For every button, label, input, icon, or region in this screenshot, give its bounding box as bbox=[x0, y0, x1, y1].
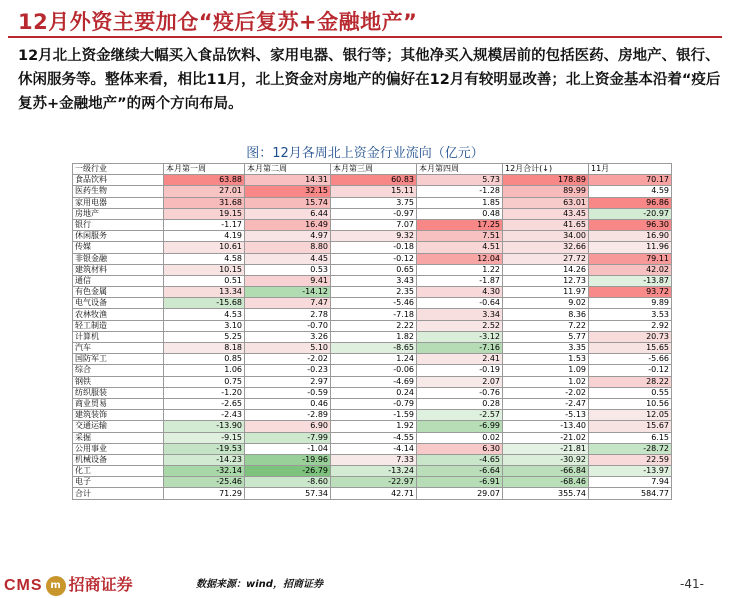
value-cell: -1.59 bbox=[331, 410, 417, 421]
table-row bbox=[73, 398, 672, 409]
value-cell: 27.72 bbox=[503, 253, 589, 264]
industry-cell: 农林牧渔 bbox=[73, 309, 164, 320]
value-cell: -2.02 bbox=[245, 354, 331, 365]
value-cell: 0.28 bbox=[417, 398, 503, 409]
value-cell: -20.97 bbox=[589, 208, 672, 219]
value-cell: 32.15 bbox=[245, 186, 331, 197]
value-cell: 6.44 bbox=[245, 208, 331, 219]
value-cell: -21.02 bbox=[503, 432, 589, 443]
value-cell: -6.91 bbox=[417, 477, 503, 488]
industry-cell: 钢铁 bbox=[73, 376, 164, 387]
value-cell: 9.02 bbox=[503, 298, 589, 309]
value-cell: -0.97 bbox=[331, 208, 417, 219]
value-cell: 6.30 bbox=[417, 443, 503, 454]
value-cell: 42.02 bbox=[589, 264, 672, 275]
value-cell: -0.76 bbox=[417, 387, 503, 398]
value-cell: 2.22 bbox=[331, 320, 417, 331]
total-row bbox=[73, 488, 672, 499]
value-cell: 15.74 bbox=[245, 197, 331, 208]
value-cell: 20.73 bbox=[589, 331, 672, 342]
value-cell: -0.59 bbox=[245, 387, 331, 398]
value-cell: 70.17 bbox=[589, 175, 672, 186]
value-cell: 8.80 bbox=[245, 242, 331, 253]
table-row bbox=[73, 231, 672, 242]
value-cell: 63.01 bbox=[503, 197, 589, 208]
value-cell: -8.65 bbox=[331, 343, 417, 354]
industry-cell: 休闲服务 bbox=[73, 231, 164, 242]
industry-cell: 食品饮料 bbox=[73, 175, 164, 186]
value-cell: -22.97 bbox=[331, 477, 417, 488]
value-cell: -4.69 bbox=[331, 376, 417, 387]
value-cell: 22.59 bbox=[589, 454, 672, 465]
table-row bbox=[73, 175, 672, 186]
column-header: 本月第二周 bbox=[245, 164, 331, 175]
value-cell: -2.57 bbox=[417, 410, 503, 421]
value-cell: -13.97 bbox=[589, 466, 672, 477]
value-cell: -66.84 bbox=[503, 466, 589, 477]
table-row bbox=[73, 197, 672, 208]
table-row bbox=[73, 287, 672, 298]
table-row bbox=[73, 242, 672, 253]
value-cell: 7.51 bbox=[417, 231, 503, 242]
value-cell: 8.18 bbox=[164, 343, 245, 354]
table-row bbox=[73, 298, 672, 309]
industry-cell: 房地产 bbox=[73, 208, 164, 219]
value-cell: -5.46 bbox=[331, 298, 417, 309]
column-header: 12月合计(↓) bbox=[503, 164, 589, 175]
value-cell: 1.82 bbox=[331, 331, 417, 342]
value-cell: 96.30 bbox=[589, 219, 672, 230]
value-cell: 7.47 bbox=[245, 298, 331, 309]
value-cell: -0.23 bbox=[245, 365, 331, 376]
value-cell: 2.97 bbox=[245, 376, 331, 387]
value-cell: -1.28 bbox=[417, 186, 503, 197]
value-cell: 3.53 bbox=[589, 309, 672, 320]
value-cell: 31.68 bbox=[164, 197, 245, 208]
table-row bbox=[73, 410, 672, 421]
value-cell: 6.15 bbox=[589, 432, 672, 443]
value-cell: 2.92 bbox=[589, 320, 672, 331]
value-cell: 0.51 bbox=[164, 275, 245, 286]
value-cell: -6.99 bbox=[417, 421, 503, 432]
value-cell: 0.75 bbox=[164, 376, 245, 387]
value-cell: 2.35 bbox=[331, 287, 417, 298]
value-cell: -7.99 bbox=[245, 432, 331, 443]
industry-cell: 合计 bbox=[73, 488, 164, 499]
value-cell: 5.10 bbox=[245, 343, 331, 354]
summary-paragraph: 12月北上资金继续大幅买入食品饮料、家用电器、银行等；其他净买入规模居前的包括医药、房地产、银行、休闲服务等。整体来看，相比11月，北上资金对房地产的偏好在12月有较明显改善；北上资金基本沿着“疫后复苏+金融地产”的两个方向布局。 bbox=[18, 48, 721, 112]
value-cell: 4.51 bbox=[417, 242, 503, 253]
value-cell: 2.78 bbox=[245, 309, 331, 320]
table-row bbox=[73, 253, 672, 264]
industry-cell: 汽车 bbox=[73, 343, 164, 354]
table-row bbox=[73, 466, 672, 477]
value-cell: -0.12 bbox=[331, 253, 417, 264]
value-cell: 1.53 bbox=[503, 354, 589, 365]
value-cell: 4.30 bbox=[417, 287, 503, 298]
value-cell: 12.73 bbox=[503, 275, 589, 286]
page-number: -41- bbox=[680, 577, 704, 591]
value-cell: 0.48 bbox=[417, 208, 503, 219]
value-cell: 1.09 bbox=[503, 365, 589, 376]
value-cell: 9.32 bbox=[331, 231, 417, 242]
value-cell: 19.15 bbox=[164, 208, 245, 219]
table-row bbox=[73, 186, 672, 197]
industry-cell: 机械设备 bbox=[73, 454, 164, 465]
value-cell: 43.45 bbox=[503, 208, 589, 219]
value-cell: 27.01 bbox=[164, 186, 245, 197]
value-cell: 1.85 bbox=[417, 197, 503, 208]
value-cell: 32.66 bbox=[503, 242, 589, 253]
column-header: 本月第一周 bbox=[164, 164, 245, 175]
value-cell: 11.97 bbox=[503, 287, 589, 298]
table-row bbox=[73, 208, 672, 219]
value-cell: -8.60 bbox=[245, 477, 331, 488]
value-cell: 4.45 bbox=[245, 253, 331, 264]
value-cell: -0.70 bbox=[245, 320, 331, 331]
value-cell: -14.12 bbox=[245, 287, 331, 298]
value-cell: -1.87 bbox=[417, 275, 503, 286]
industry-cell: 公用事业 bbox=[73, 443, 164, 454]
value-cell: 41.65 bbox=[503, 219, 589, 230]
value-cell: 1.92 bbox=[331, 421, 417, 432]
industry-cell: 计算机 bbox=[73, 331, 164, 342]
value-cell: 11.96 bbox=[589, 242, 672, 253]
value-cell: 63.88 bbox=[164, 175, 245, 186]
value-cell: -14.23 bbox=[164, 454, 245, 465]
value-cell: 28.22 bbox=[589, 376, 672, 387]
value-cell: 1.02 bbox=[503, 376, 589, 387]
industry-cell: 非银金融 bbox=[73, 253, 164, 264]
table-row bbox=[73, 343, 672, 354]
table-row bbox=[73, 365, 672, 376]
value-cell: 34.00 bbox=[503, 231, 589, 242]
value-cell: 79.11 bbox=[589, 253, 672, 264]
industry-cell: 家用电器 bbox=[73, 197, 164, 208]
value-cell: 96.86 bbox=[589, 197, 672, 208]
value-cell: 12.04 bbox=[417, 253, 503, 264]
industry-cell: 交通运输 bbox=[73, 421, 164, 432]
industry-cell: 通信 bbox=[73, 275, 164, 286]
value-cell: 5.25 bbox=[164, 331, 245, 342]
value-cell: -0.64 bbox=[417, 298, 503, 309]
value-cell: 9.89 bbox=[589, 298, 672, 309]
value-cell: 3.35 bbox=[503, 343, 589, 354]
value-cell: 29.07 bbox=[417, 488, 503, 499]
column-header: 11月 bbox=[589, 164, 672, 175]
value-cell: 2.41 bbox=[417, 354, 503, 365]
industry-cell: 医药生物 bbox=[73, 186, 164, 197]
value-cell: -68.46 bbox=[503, 477, 589, 488]
value-cell: 4.19 bbox=[164, 231, 245, 242]
value-cell: 13.34 bbox=[164, 287, 245, 298]
value-cell: 42.71 bbox=[331, 488, 417, 499]
value-cell: 7.33 bbox=[331, 454, 417, 465]
value-cell: -13.90 bbox=[164, 421, 245, 432]
industry-cell: 传媒 bbox=[73, 242, 164, 253]
industry-cell: 银行 bbox=[73, 219, 164, 230]
industry-cell: 化工 bbox=[73, 466, 164, 477]
value-cell: -5.13 bbox=[503, 410, 589, 421]
value-cell: -19.96 bbox=[245, 454, 331, 465]
logo-badge-icon: m bbox=[46, 576, 66, 596]
table-row bbox=[73, 264, 672, 275]
value-cell: 4.97 bbox=[245, 231, 331, 242]
value-cell: -32.14 bbox=[164, 466, 245, 477]
value-cell: -3.12 bbox=[417, 331, 503, 342]
industry-cell: 有色金属 bbox=[73, 287, 164, 298]
value-cell: 0.02 bbox=[417, 432, 503, 443]
table-row bbox=[73, 275, 672, 286]
value-cell: -0.19 bbox=[417, 365, 503, 376]
value-cell: 15.67 bbox=[589, 421, 672, 432]
logo-text: CMS bbox=[4, 577, 43, 594]
value-cell: 10.56 bbox=[589, 398, 672, 409]
data-source: 数据来源：wind，招商证券 bbox=[196, 579, 323, 590]
value-cell: -7.18 bbox=[331, 309, 417, 320]
value-cell: -2.02 bbox=[503, 387, 589, 398]
page-title: 12月外资主要加仓“疫后复苏+金融地产” bbox=[18, 10, 418, 34]
value-cell: -21.81 bbox=[503, 443, 589, 454]
column-header: 本月第四周 bbox=[417, 164, 503, 175]
value-cell: 0.53 bbox=[245, 264, 331, 275]
logo-cn-text: 招商证券 bbox=[68, 575, 133, 594]
value-cell: -2.65 bbox=[164, 398, 245, 409]
table-row bbox=[73, 387, 672, 398]
value-cell: 2.07 bbox=[417, 376, 503, 387]
value-cell: 0.46 bbox=[245, 398, 331, 409]
value-cell: -0.79 bbox=[331, 398, 417, 409]
industry-cell: 建筑装饰 bbox=[73, 410, 164, 421]
value-cell: 7.07 bbox=[331, 219, 417, 230]
table-row bbox=[73, 421, 672, 432]
value-cell: -2.47 bbox=[503, 398, 589, 409]
value-cell: -0.12 bbox=[589, 365, 672, 376]
value-cell: -0.06 bbox=[331, 365, 417, 376]
industry-cell: 电子 bbox=[73, 477, 164, 488]
table-body bbox=[73, 175, 672, 499]
title-divider bbox=[8, 36, 722, 38]
value-cell: -5.66 bbox=[589, 354, 672, 365]
industry-cell: 国防军工 bbox=[73, 354, 164, 365]
table-row bbox=[73, 454, 672, 465]
industry-cell: 综合 bbox=[73, 365, 164, 376]
industry-cell: 商业贸易 bbox=[73, 398, 164, 409]
column-header: 一级行业 bbox=[73, 164, 164, 175]
value-cell: -1.17 bbox=[164, 219, 245, 230]
value-cell: 2.52 bbox=[417, 320, 503, 331]
value-cell: 57.34 bbox=[245, 488, 331, 499]
value-cell: 0.85 bbox=[164, 354, 245, 365]
industry-cell: 采掘 bbox=[73, 432, 164, 443]
value-cell: 3.26 bbox=[245, 331, 331, 342]
table-row bbox=[73, 219, 672, 230]
value-cell: 0.65 bbox=[331, 264, 417, 275]
value-cell: -1.20 bbox=[164, 387, 245, 398]
value-cell: 3.43 bbox=[331, 275, 417, 286]
value-cell: -19.53 bbox=[164, 443, 245, 454]
value-cell: 71.29 bbox=[164, 488, 245, 499]
value-cell: -30.92 bbox=[503, 454, 589, 465]
value-cell: 14.26 bbox=[503, 264, 589, 275]
value-cell: 9.41 bbox=[245, 275, 331, 286]
value-cell: 4.58 bbox=[164, 253, 245, 264]
value-cell: -4.55 bbox=[331, 432, 417, 443]
value-cell: 17.25 bbox=[417, 219, 503, 230]
value-cell: -2.43 bbox=[164, 410, 245, 421]
table-row bbox=[73, 320, 672, 331]
value-cell: 8.36 bbox=[503, 309, 589, 320]
industry-cell: 建筑材料 bbox=[73, 264, 164, 275]
table-row bbox=[73, 432, 672, 443]
value-cell: 0.24 bbox=[331, 387, 417, 398]
value-cell: 3.34 bbox=[417, 309, 503, 320]
value-cell: 16.90 bbox=[589, 231, 672, 242]
value-cell: -1.04 bbox=[245, 443, 331, 454]
value-cell: 3.10 bbox=[164, 320, 245, 331]
value-cell: -4.65 bbox=[417, 454, 503, 465]
table-header-row bbox=[73, 164, 672, 175]
industry-cell: 电气设备 bbox=[73, 298, 164, 309]
value-cell: -0.18 bbox=[331, 242, 417, 253]
value-cell: 355.74 bbox=[503, 488, 589, 499]
value-cell: 1.22 bbox=[417, 264, 503, 275]
flow-table bbox=[72, 163, 672, 500]
value-cell: -6.64 bbox=[417, 466, 503, 477]
value-cell: 93.72 bbox=[589, 287, 672, 298]
value-cell: -2.89 bbox=[245, 410, 331, 421]
value-cell: 584.77 bbox=[589, 488, 672, 499]
industry-cell: 纺织服装 bbox=[73, 387, 164, 398]
value-cell: -15.68 bbox=[164, 298, 245, 309]
value-cell: 1.24 bbox=[331, 354, 417, 365]
value-cell: -26.79 bbox=[245, 466, 331, 477]
value-cell: 6.90 bbox=[245, 421, 331, 432]
value-cell: 14.31 bbox=[245, 175, 331, 186]
value-cell: 60.83 bbox=[331, 175, 417, 186]
value-cell: -13.40 bbox=[503, 421, 589, 432]
table-row bbox=[73, 309, 672, 320]
industry-cell: 轻工制造 bbox=[73, 320, 164, 331]
figure-title: 图：12月各周北上资金行业流向（亿元） bbox=[246, 146, 484, 161]
value-cell: 15.11 bbox=[331, 186, 417, 197]
value-cell: 5.73 bbox=[417, 175, 503, 186]
value-cell: -7.16 bbox=[417, 343, 503, 354]
table-row bbox=[73, 443, 672, 454]
value-cell: -25.46 bbox=[164, 477, 245, 488]
value-cell: 7.22 bbox=[503, 320, 589, 331]
value-cell: 89.99 bbox=[503, 186, 589, 197]
column-header: 本月第三周 bbox=[331, 164, 417, 175]
cms-logo bbox=[4, 572, 133, 596]
value-cell: 15.65 bbox=[589, 343, 672, 354]
value-cell: 12.05 bbox=[589, 410, 672, 421]
value-cell: -9.15 bbox=[164, 432, 245, 443]
value-cell: -4.14 bbox=[331, 443, 417, 454]
table-row bbox=[73, 331, 672, 342]
value-cell: 7.94 bbox=[589, 477, 672, 488]
table-row bbox=[73, 477, 672, 488]
table-row bbox=[73, 376, 672, 387]
value-cell: 0.55 bbox=[589, 387, 672, 398]
value-cell: 4.59 bbox=[589, 186, 672, 197]
value-cell: 16.49 bbox=[245, 219, 331, 230]
value-cell: -28.72 bbox=[589, 443, 672, 454]
value-cell: 10.61 bbox=[164, 242, 245, 253]
value-cell: -13.24 bbox=[331, 466, 417, 477]
value-cell: 4.53 bbox=[164, 309, 245, 320]
value-cell: -13.87 bbox=[589, 275, 672, 286]
table-row bbox=[73, 354, 672, 365]
value-cell: 3.75 bbox=[331, 197, 417, 208]
value-cell: 1.06 bbox=[164, 365, 245, 376]
value-cell: 5.77 bbox=[503, 331, 589, 342]
value-cell: 178.89 bbox=[503, 175, 589, 186]
value-cell: 10.15 bbox=[164, 264, 245, 275]
